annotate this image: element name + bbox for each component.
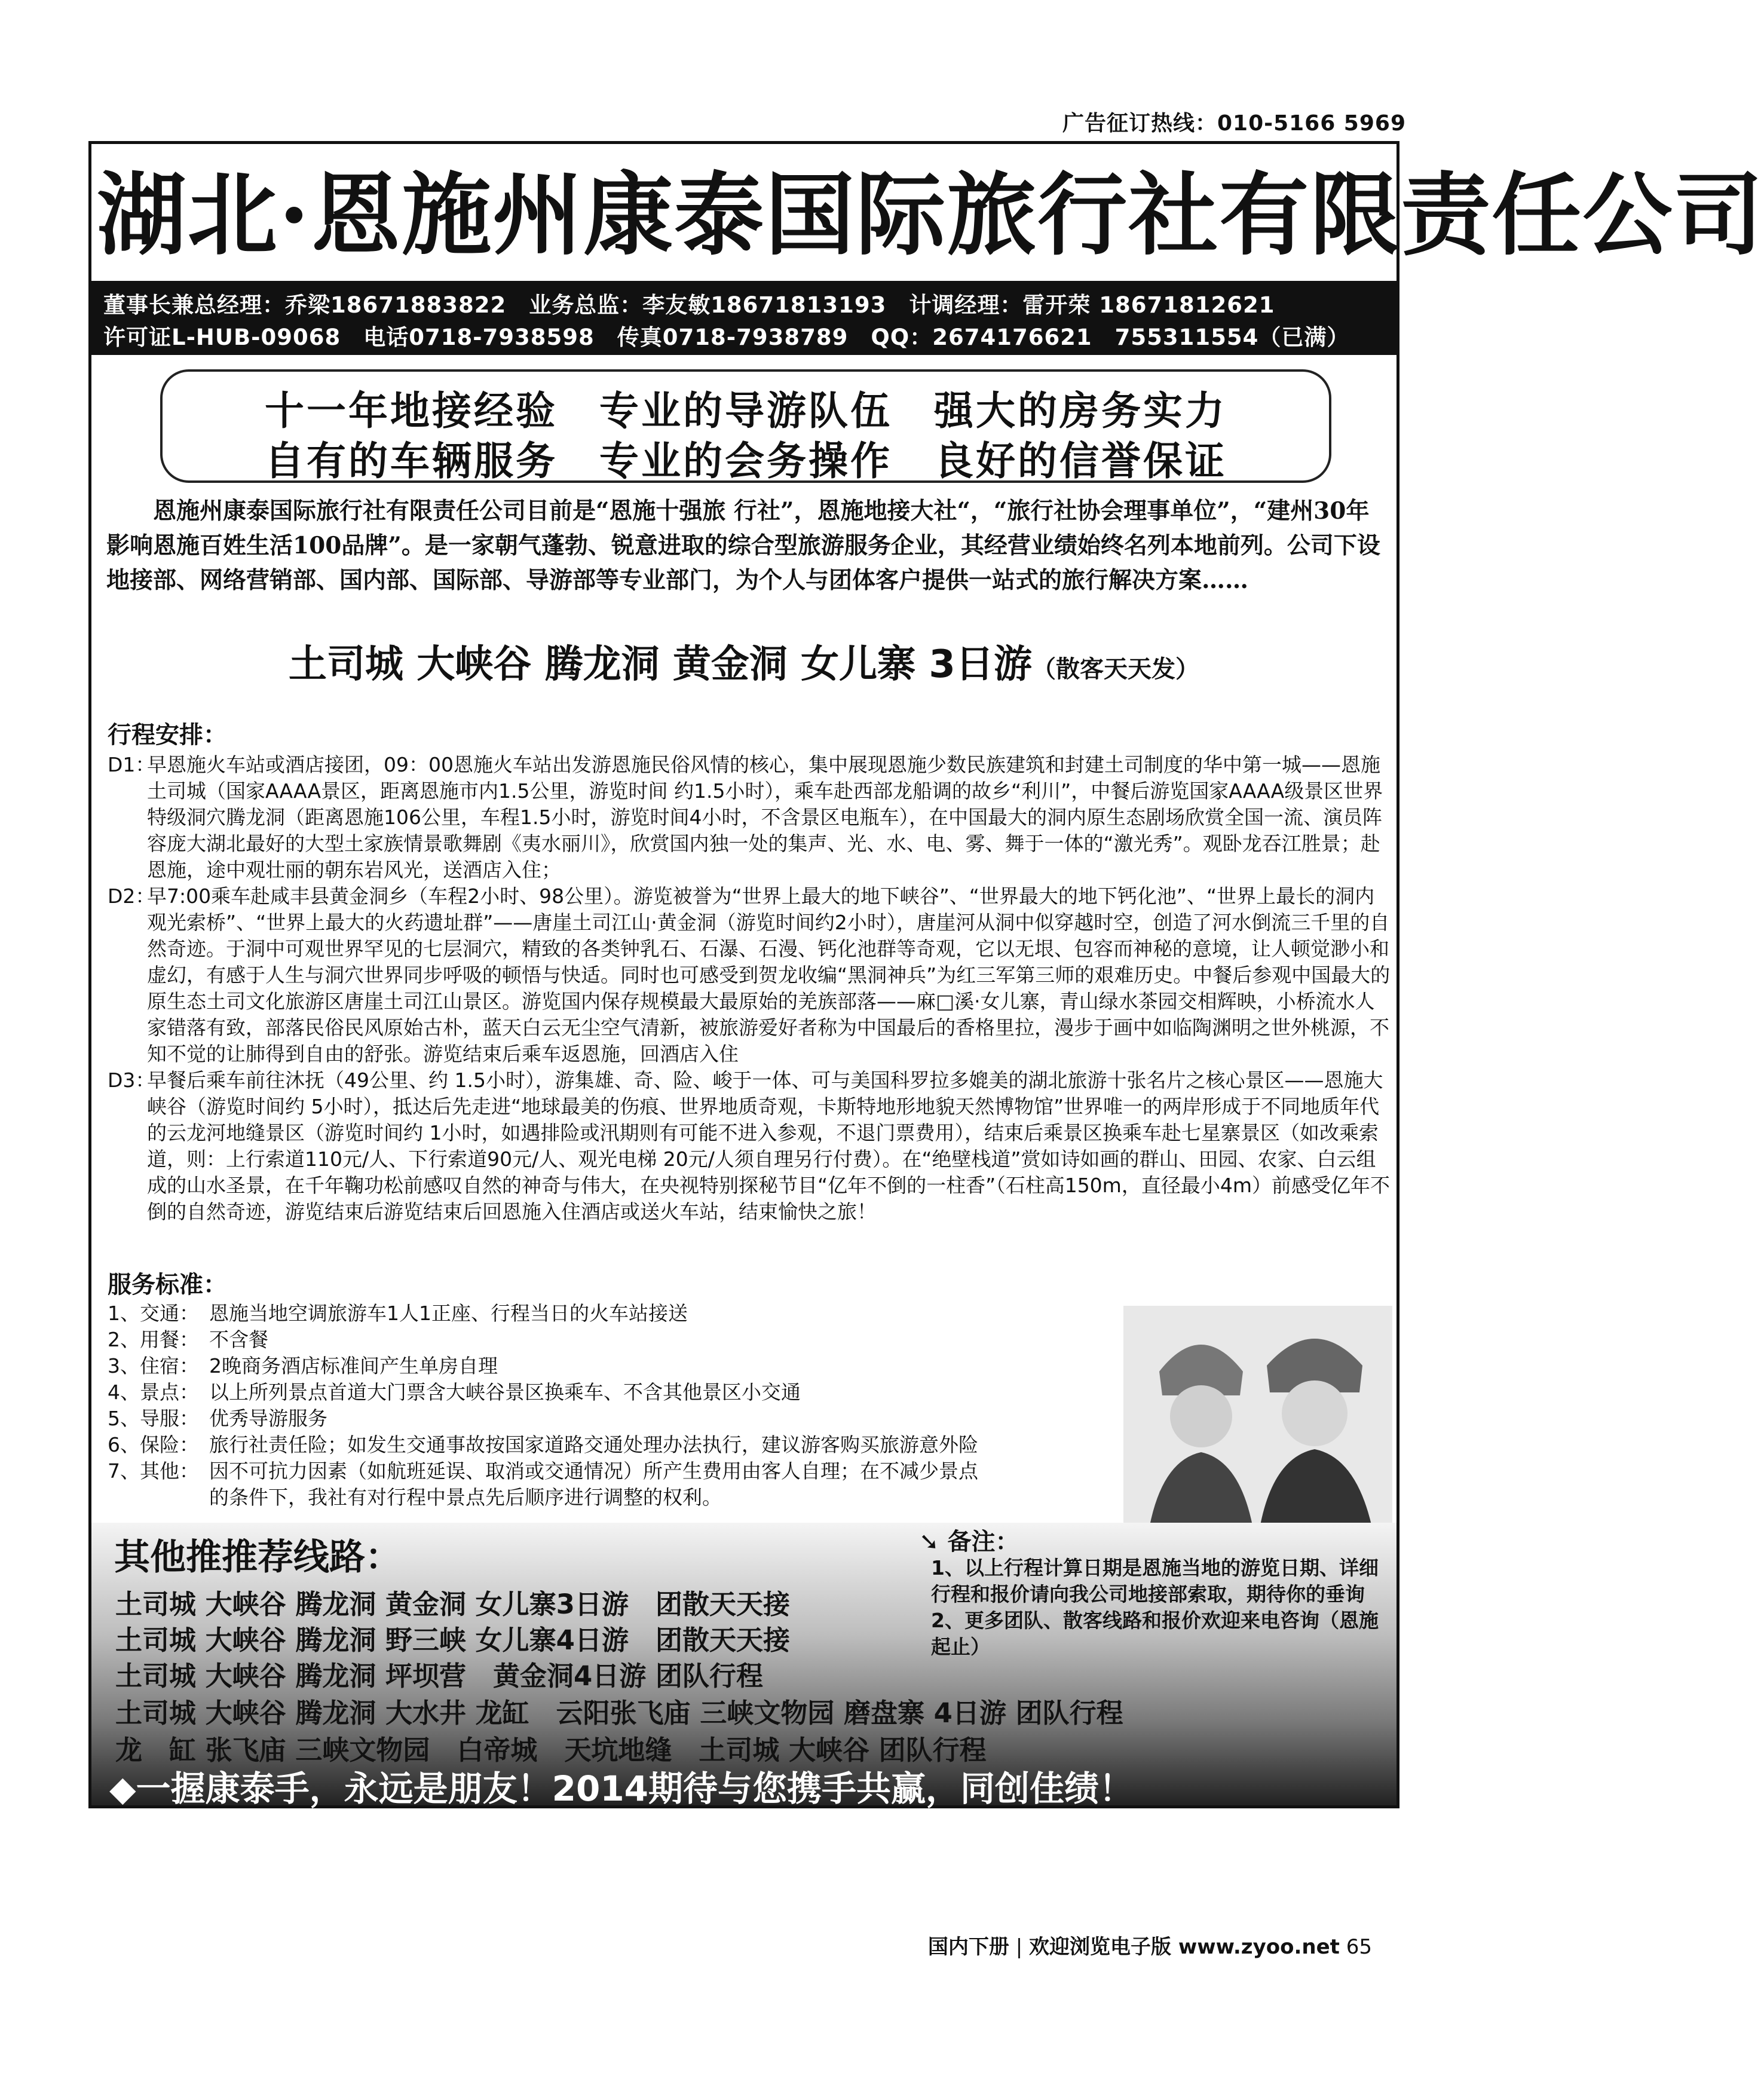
route-item: 土司城 大峡谷 腾龙洞 黄金洞 女儿寨3日游 团散天天接 [115, 1588, 790, 1620]
service-item [108, 1300, 1123, 1327]
service-standards [108, 1272, 1123, 1511]
company-name: 湖北·恩施州康泰国际旅行社有限责任公司 [97, 163, 1764, 268]
route-item: 龙 缸 张飞庙 三峡文物园 白帝城 天坑地缝 土司城 大峡谷 团队行程 [115, 1734, 987, 1766]
company-intro: 恩施州康泰国际旅行社有限责任公司目前是“恩施十强旅 行社”，恩施地接大社“，“旅行社协会理事单位”，“建州30年影响恩施百姓生活100品牌”。是一家朝气蓬勃、锐意进取的综合型旅游服务企业，其经营业绩始终名列本地前列。公司下设地接部、网络营销部、国内部、国际部、导游部等专业部门，为个人与团体客户提供一站式的旅行解决方案…… [106, 497, 1380, 594]
service-key: 2、用餐： [108, 1328, 199, 1351]
day-label: D3： [108, 1069, 155, 1092]
arrow-icon: ➘ [919, 1528, 948, 1556]
slogan-line-1: 十一年地接经验 专业的导游队伍 强大的房务实力 [265, 388, 1227, 434]
notes-box [919, 1529, 1385, 1660]
tour-departure-note: （散客天天发） [1031, 656, 1199, 683]
contact-bar [91, 281, 1396, 355]
service-value: 恩施当地空调旅游车1人1正座、行程当日的火车站接送 [209, 1302, 688, 1325]
itinerary-day [108, 1067, 1392, 1225]
service-key: 6、保险： [108, 1433, 199, 1456]
contact-line-1: 董事长兼总经理：乔梁18671883822 业务总监：李友敏18671813193 计调经理：雷开荣 18671812621 [103, 292, 1275, 318]
route-item: 土司城 大峡谷 腾龙洞 野三峡 女儿寨4日游 团散天天接 [115, 1624, 790, 1656]
service-item [108, 1353, 1123, 1379]
note-item: 2、更多团队、散客线路和报价欢迎来电咨询（恩施起止） [931, 1609, 1379, 1658]
service-value: 因不可抗力因素（如航班延误、取消或交通情况）所产生费用由客人自理；在不减少景点 [209, 1459, 978, 1483]
service-key [108, 1484, 209, 1511]
service-item [108, 1432, 1123, 1458]
service-key: 5、导服： [108, 1407, 199, 1430]
service-value: 2晚商务酒店标准间产生单房自理 [209, 1354, 498, 1377]
closing-slogan: ◆一握康泰手，永远是朋友！2014期待与您携手共赢，同创佳绩！ [109, 1768, 1134, 1809]
contact-line-2: 许可证L-HUB-09068 电话0718-7938598 传真0718-7938789 QQ：2674176621 755311554（已满） [103, 325, 1350, 350]
notes-heading-row [919, 1529, 1385, 1555]
day-label: D1： [108, 753, 155, 776]
page-number: 65 [1346, 1935, 1372, 1959]
note-item: 1、以上行程计算日期是恩施当地的游览日期、详细行程和报价请向我公司地接部索取，期待你的垂询 [931, 1556, 1379, 1606]
slogan-line-2: 自有的车辆服务 专业的会务操作 良好的信誉保证 [265, 438, 1227, 484]
ad-hotline: 广告征订热线：010-5166 5969 [1062, 111, 1406, 136]
tour-title-text: 土司城 大峡谷 腾龙洞 黄金洞 女儿寨 3日游 [289, 642, 1032, 687]
slogan-box [160, 369, 1331, 483]
itinerary [108, 722, 1392, 1225]
footer-text: 欢迎浏览电子版 www.zyoo.net [1029, 1935, 1340, 1959]
day-label: D2： [108, 884, 155, 908]
footer-section: 国内下册 [927, 1935, 1009, 1959]
service-value: 优秀导游服务 [209, 1407, 327, 1430]
service-item [108, 1327, 1123, 1353]
photo-illustration [1123, 1306, 1392, 1539]
service-item [108, 1484, 1123, 1511]
service-value: 的条件下，我社有对行程中景点先后顺序进行调整的权利。 [209, 1486, 722, 1509]
route-item: 土司城 大峡谷 腾龙洞 大水井 龙缸 云阳张飞庙 三峡文物园 磨盘寨 4日游 团队行程 [115, 1697, 1123, 1729]
footer-separator: | [1015, 1935, 1023, 1959]
ethnic-costume-photo [1123, 1306, 1392, 1539]
service-heading: 服务标准： [108, 1271, 227, 1299]
service-value: 以上所列景点首道大门票含大峡谷景区换乘车、不含其他景区小交通 [209, 1380, 801, 1404]
itinerary-day [108, 883, 1392, 1067]
notes-heading: 备注： [947, 1528, 1019, 1556]
service-key: 7、其他： [108, 1459, 199, 1483]
route-item: 土司城 大峡谷 腾龙洞 坪坝营 黄金洞4日游 团队行程 [115, 1660, 763, 1692]
service-value: 旅行社责任险；如发生交通事故按国家道路交通处理办法执行，建议游客购买旅游意外险 [209, 1433, 978, 1456]
service-item [108, 1406, 1123, 1432]
itinerary-heading: 行程安排： [108, 721, 227, 749]
service-key: 1、交通： [108, 1302, 199, 1325]
page-footer [928, 1930, 1372, 1960]
itinerary-day [108, 752, 1392, 883]
tour-title [90, 633, 1398, 688]
service-key: 4、景点： [108, 1380, 199, 1404]
routes-banner [91, 1523, 1396, 1809]
day-text: 早恩施火车站或酒店接团，09：00恩施火车站出发游恩施民俗风情的核心，集中展现恩施少数民族建筑和封建土司制度的华中第一城——恩施土司城（国家AAAA景区，距离恩施市内1.5公里，游览时间 约1.5小时），乘车赴西部龙船调的故乡“利川”，中餐后游览国家AAAA级景区世界特级洞穴腾龙洞（距离恩施106公里，车程1.5小时，游览时间4小时，不含景区电瓶车），在中国最大的洞内原生态剧场欣赏全国一流、演员阵容庞大湖北最好的大型土家族情景歌舞剧《夷水丽川》，欣赏国内独一处的集声、光、水、电、雾、舞于一体的“激光秀”。观卧龙吞江胜景；赴恩施，途中观壮丽的朝东岩风光，送酒店入住； [147, 753, 1383, 881]
routes-heading: 其他推推荐线路： [114, 1536, 401, 1578]
service-value: 不含餐 [209, 1328, 268, 1351]
day-text: 早餐后乘车前往沐抚（49公里、约 1.5小时），游集雄、奇、险、峻于一体、可与美国科罗拉多媲美的湖北旅游十张名片之核心景区——恩施大峡谷（游览时间约 5小时），抵达后先走进“地球最美的伤痕、世界地质奇观，卡斯特地形地貌天然博物馆”世界唯一的两岸形成于不同地质年代的云龙河地缝景区（游览时间约 1小时，如遇排险或汛期则有可能不进入参观，不退门票费用），结束后乘景区换乘车赴七星寨景区（如改乘索道，则：上行索道110元/人、下行索道90元/人、观光电梯 20元/人须自理另行付费）。在“绝壁栈道”赏如诗如画的群山、田园、农家、白云组成的山水圣景，在千年鞠功松前感叹自然的神奇与伟大，在央视特别探秘节目“亿年不倒的一柱香”（石柱高150m，直径最小4m）前感受亿年不倒的自然奇迹，游览结束后游览结束后回恩施入住酒店或送火车站，结束愉快之旅！ [147, 1069, 1390, 1223]
service-item [108, 1379, 1123, 1406]
service-item [108, 1458, 1123, 1484]
service-key: 3、住宿： [108, 1354, 199, 1377]
day-text: 早7:00乘车赴咸丰县黄金洞乡（车程2小时、98公里）。游览被誉为“世界上最大的地下峡谷”、“世界最大的地下钙化池”、“世界上最长的洞内观光索桥”、“世界上最大的火药遗址群”——唐崖土司江山·黄金洞（游览时间约2小时），唐崖河从洞中似穿越时空，创造了河水倒流三千里的自然奇迹。于洞中可观世界罕见的七层洞穴，精致的各类钟乳石、石瀑、石漫、钙化池群等奇观，它以无垠、包容而神秘的意境，让人顿觉渺小和虚幻，有感于人生与洞穴世界同步呼吸的顿悟与快适。同时也可感受到贺龙收编“黑洞神兵”为红三军第三师的艰难历史。中餐后参观中国最大的原生态土司文化旅游区唐崖土司江山景区。游览国内保存规模最大最原始的羌族部落——麻□溪·女儿寨，青山绿水茶园交相辉映，小桥流水人家错落有致，部落民俗民风原始古朴，蓝天白云无尘空气清新，被旅游爱好者称为中国最后的香格里拉，漫步于画中如临陶渊明之世外桃源，不知不觉的让肺得到自由的舒张。游览结束后乘车返恩施，回酒店入住 [147, 884, 1391, 1066]
